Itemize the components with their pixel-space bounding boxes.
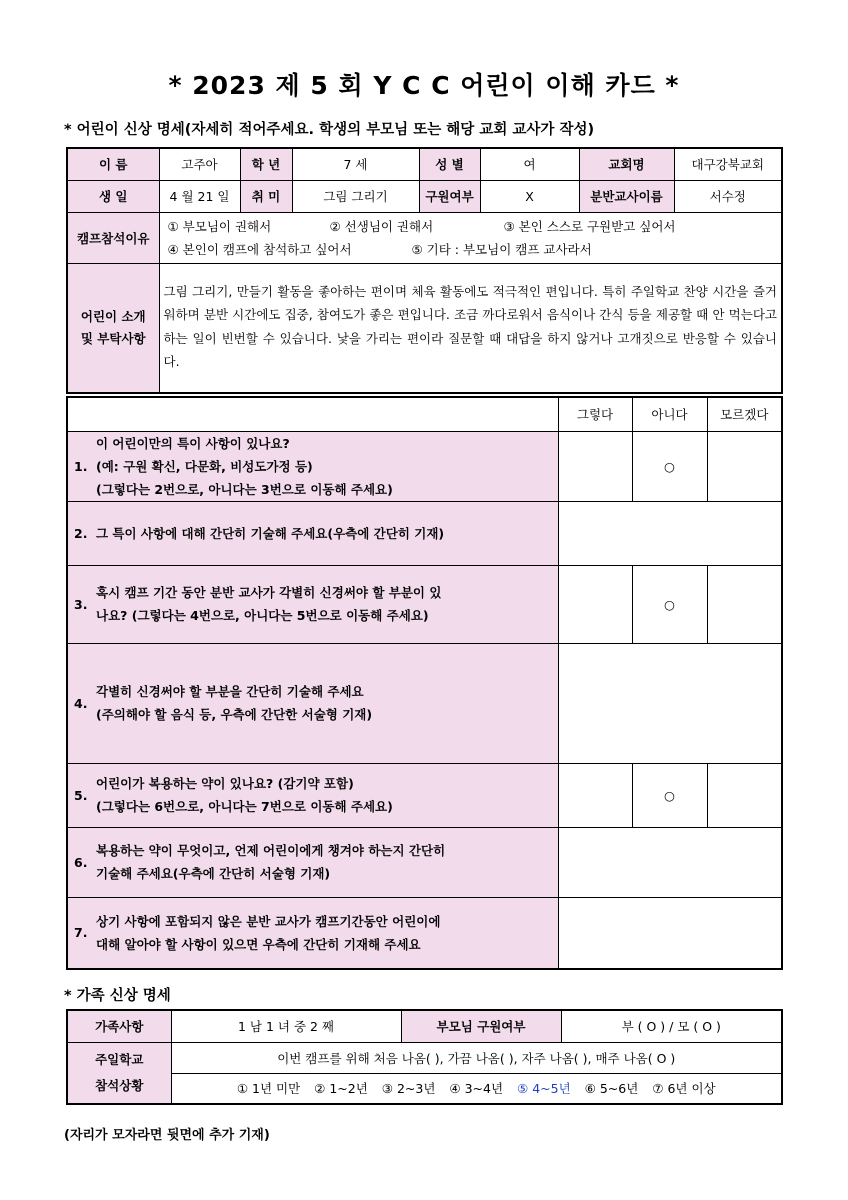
grade-value[interactable]: 7 세: [292, 148, 419, 180]
years-option-3[interactable]: ③ 2~3년: [381, 1081, 436, 1097]
q7-answer[interactable]: [558, 897, 782, 969]
grade-label: 학 년: [240, 148, 292, 180]
reason-option-1[interactable]: ① 부모님이 권해서: [167, 218, 272, 234]
years-option-6[interactable]: ⑥ 5~6년: [584, 1081, 639, 1097]
questions-table: [66, 396, 783, 970]
q3-answer-unknown[interactable]: [707, 565, 782, 643]
q5-answer-no[interactable]: ○: [632, 763, 707, 827]
questions-header-blank: [67, 397, 558, 431]
reason-option-3[interactable]: ③ 본인 스스로 구원받고 싶어서: [503, 218, 676, 234]
birthday-value[interactable]: 4 월 21 일: [159, 180, 240, 212]
section-child-info-title: * 어린이 신상 명세(자세히 적어주세요. 학생의 부모님 또는 해당 교회 교사가 작성): [64, 122, 595, 138]
intro-label-line-2: 및 부탁사항: [80, 330, 146, 346]
question-4-line-2: (주의해야 할 음식 등, 우측에 간단한 서술형 기재): [96, 707, 373, 722]
reason-option-4[interactable]: ④ 본인이 캠프에 참석하고 싶어서: [167, 241, 352, 257]
question-6-number: 6.: [74, 854, 88, 870]
church-value[interactable]: 대구강북교회: [674, 148, 782, 180]
salvation-value[interactable]: X: [480, 180, 579, 212]
family-label: 가족사항: [67, 1010, 171, 1042]
question-4: [67, 643, 558, 763]
years-option-4[interactable]: ④ 3~4년: [449, 1081, 504, 1097]
name-value[interactable]: 고주아: [159, 148, 240, 180]
sunday-school-label: [67, 1042, 171, 1104]
q1-answer-yes[interactable]: [558, 431, 632, 501]
intro-label-line-1: 어린이 소개: [80, 308, 146, 324]
col-header-no: 아니다: [632, 397, 707, 431]
teacher-value[interactable]: 서수정: [674, 180, 782, 212]
family-info-table: [66, 1009, 783, 1105]
question-3-number: 3.: [74, 596, 88, 612]
camp-reason-label: 캠프참석이유: [67, 212, 159, 263]
family-value[interactable]: 1 남 1 녀 중 2 째: [171, 1010, 401, 1042]
name-label: 이 름: [67, 148, 159, 180]
q6-answer[interactable]: [558, 827, 782, 897]
attendance-years: [171, 1073, 782, 1104]
q3-answer-no[interactable]: ○: [632, 565, 707, 643]
child-info-table: [66, 147, 783, 394]
q4-answer[interactable]: [558, 643, 782, 763]
question-3: [67, 565, 558, 643]
question-1-line-2: (예: 구원 확신, 다문화, 비성도가정 등): [96, 458, 313, 474]
question-1: [67, 431, 558, 501]
sunday-school-label-line-2: 참석상황: [95, 1077, 144, 1093]
question-1-number: 1.: [74, 458, 88, 474]
question-1-line-3: (그렇다는 2번으로, 아니다는 3번으로 이동해 주세요): [96, 481, 393, 497]
q5-answer-unknown[interactable]: [707, 763, 782, 827]
section-family-title: * 가족 신상 명세: [64, 988, 171, 1004]
footnote: (자리가 모자라면 뒷면에 추가 기재): [64, 1128, 270, 1143]
reason-option-2[interactable]: ② 선생님이 권해서: [329, 218, 434, 234]
question-6-line-1: 복용하는 약이 무엇이고, 언제 어린이에게 챙겨야 하는지 간단히: [96, 843, 446, 858]
hobby-value[interactable]: 그림 그리기: [292, 180, 419, 212]
question-7-line-2: 대해 알아야 할 사항이 있으면 우측에 간단히 기재해 주세요: [96, 936, 421, 952]
question-1-line-1: 이 어린이만의 특이 사항이 있나요?: [96, 435, 290, 451]
question-2-line-1: 그 특이 사항에 대해 간단히 기술해 주세요(우측에 간단히 기재): [96, 525, 445, 541]
question-5-number: 5.: [74, 787, 88, 803]
question-4-line-1: 각별히 신경써야 할 부분을 간단히 기술해 주세요: [96, 684, 364, 699]
intro-label: [67, 263, 159, 393]
page-title: * 2023 제 5 회 Y C C 어린이 이해 카드 *: [168, 71, 680, 100]
question-5-line-2: (그렇다는 6번으로, 아니다는 7번으로 이동해 주세요): [96, 799, 393, 814]
question-2: [67, 501, 558, 565]
salvation-label: 구원여부: [419, 180, 480, 212]
church-label: 교회명: [579, 148, 674, 180]
years-option-5-selected[interactable]: ⑤ 4~5년: [517, 1081, 571, 1097]
camp-reason-options: [159, 212, 782, 263]
teacher-label: 분반교사이름: [579, 180, 674, 212]
parent-salvation-label: 부모님 구원여부: [401, 1010, 561, 1042]
question-3-line-1: 혹시 캠프 기간 동안 분반 교사가 각별히 신경써야 할 부분이 있: [96, 585, 442, 600]
question-6: [67, 827, 558, 897]
question-6-line-2: 기술해 주세요(우측에 간단히 서술형 기재): [96, 866, 331, 881]
intro-text[interactable]: 그림 그리기, 만들기 활동을 좋아하는 편이며 체육 활동에도 적극적인 편입니다. 특히 주일학교 찬양 시간을 즐거워하며 분반 시간에도 집중, 참여도가 좋은 편입니다. 조금 까다로워서 음식이나 간식 등을 제공할 때 안 먹는다고 하는 일이 빈번할 수 있습니다. 낯을 가리는 편이라 질문할 때 대답을 하지 않거나 고개짓으로 반응할 수 있습니다.: [159, 263, 782, 393]
years-option-2[interactable]: ② 1~2년: [314, 1081, 368, 1097]
question-3-line-2: 나요? (그렇다는 4번으로, 아니다는 5번으로 이동해 주세요): [96, 608, 429, 623]
question-5-line-1: 어린이가 복용하는 약이 있나요? (감기약 포함): [96, 776, 354, 791]
birthday-label: 생 일: [67, 180, 159, 212]
question-7: [67, 897, 558, 969]
q3-answer-yes[interactable]: [558, 565, 632, 643]
question-2-number: 2.: [74, 525, 88, 541]
q1-answer-unknown[interactable]: [707, 431, 782, 501]
question-4-number: 4.: [74, 695, 88, 711]
q2-answer[interactable]: [558, 501, 782, 565]
q5-answer-yes[interactable]: [558, 763, 632, 827]
col-header-yes: 그렇다: [558, 397, 632, 431]
sunday-school-label-line-1: 주일학교: [95, 1051, 144, 1067]
gender-value[interactable]: 여: [480, 148, 579, 180]
years-option-7[interactable]: ⑦ 6년 이상: [652, 1081, 716, 1097]
years-option-1[interactable]: ① 1년 미만: [236, 1081, 301, 1097]
reason-option-5[interactable]: ⑤ 기타 : 부모님이 캠프 교사라서: [411, 241, 592, 257]
parent-salvation-value[interactable]: 부 ( O ) / 모 ( O ): [561, 1010, 782, 1042]
question-7-line-1: 상기 사항에 포함되지 않은 분반 교사가 캠프기간동안 어린이에: [96, 913, 441, 929]
col-header-unknown: 모르겠다: [707, 397, 782, 431]
gender-label: 성 별: [419, 148, 480, 180]
question-7-number: 7.: [74, 925, 88, 941]
question-5: [67, 763, 558, 827]
hobby-label: 취 미: [240, 180, 292, 212]
q1-answer-no[interactable]: ○: [632, 431, 707, 501]
attendance-frequency[interactable]: 이번 캠프를 위해 처음 나옴( ), 가끔 나옴( ), 자주 나옴( ), 매주 나옴( O ): [171, 1042, 782, 1073]
